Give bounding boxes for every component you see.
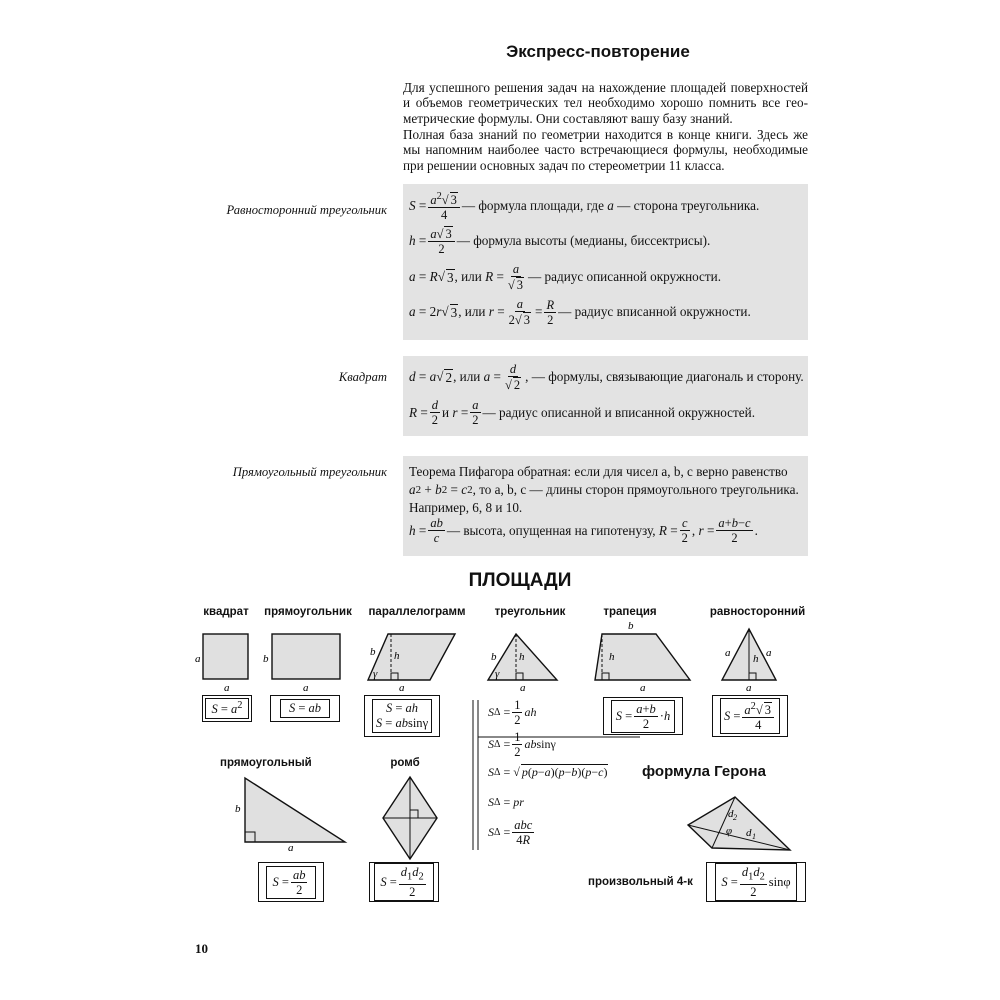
right-h-text: — высота, опущенная на гипотенузу, <box>446 522 656 538</box>
heron-label: формула Герона <box>642 763 766 780</box>
page-title: Экспресс-повторение <box>506 42 690 61</box>
eq-area-text2: — сторона треугольника. <box>617 198 760 214</box>
eq-ir-or: , или <box>458 304 486 319</box>
rhombus-area-box: S = $d_1d_2$ 2 <box>369 862 439 902</box>
shape-title-square: квадрат <box>203 606 249 618</box>
svg-text:a: a <box>288 842 294 854</box>
eq-r-or: , или <box>454 269 482 284</box>
svg-text:a: a <box>520 682 526 694</box>
section-label-right: Прямоугольный треугольник <box>232 465 387 479</box>
sq-or: , или <box>453 369 481 384</box>
square-area-box: $S = a^2$ <box>202 695 252 722</box>
svg-text:a: a <box>766 647 772 659</box>
equilateral-area-row: S = $a^2√$ 3 4 — формула площади, где a — сторона треугольника. <box>409 191 760 223</box>
equilateral-circumradius-row: a = R √ 3 , или R = a √ 3 — радиус описанной окружности. <box>409 262 722 292</box>
square-shape <box>195 634 248 694</box>
right-triangle-shape <box>235 778 345 854</box>
shape-title-rhombus: ромб <box>390 757 420 769</box>
parallelogram-shape <box>368 634 455 694</box>
pyth-text: , то a, b, c — длины сторон прямоугольного треугольника. <box>472 482 799 497</box>
sq-r-text: — радиус описанной и вписанной окружностей. <box>482 404 755 420</box>
square-radius-row: R = d 2 и r = a 2 — радиус описанной и вписанной окружностей. <box>409 398 755 427</box>
rectangle-shape <box>263 634 340 694</box>
triangle-formula-5: S Δ = abc 4R <box>488 818 533 847</box>
pythagoras-line-1: Теорема Пифагора обратная: если для чисел a, b, c верно равенство <box>409 464 788 479</box>
svg-text:a: a <box>746 682 752 694</box>
triangle-formula-2: S Δ = 1 2 ab sin γ <box>488 730 556 759</box>
right-height-row: h = ab c — высота, опущенная на гипотенузу, R = c 2 , r = a+b−c 2 . <box>409 516 758 545</box>
equilateral-shape <box>722 629 776 694</box>
svg-text:h: h <box>609 651 615 663</box>
areas-heading: ПЛОЩАДИ <box>468 570 572 591</box>
right-triangle-area-box: S = ab 2 <box>258 862 324 902</box>
rectangle-area-box: S = ab <box>270 695 340 722</box>
section-label-square: Квадрат <box>338 370 387 384</box>
svg-text:h: h <box>394 650 400 662</box>
svg-text:γ: γ <box>373 668 378 680</box>
svg-text:2: 2 <box>733 813 737 822</box>
svg-text:a: a <box>725 647 731 659</box>
eq-area-text: — формула площади, где <box>461 198 604 214</box>
shape-title-trapezoid: трапеция <box>603 606 657 618</box>
svg-text:d: d <box>728 808 734 820</box>
sq-and: и <box>442 404 450 420</box>
section-label-equilateral: Равносторонний треугольник <box>226 203 387 217</box>
equilateral-area-box: S = $a^2√$ 3 4 <box>712 695 788 737</box>
svg-text:h: h <box>519 651 525 663</box>
svg-text:b: b <box>370 646 376 658</box>
svg-text:φ: φ <box>726 825 733 837</box>
page-number: 10 <box>195 941 208 956</box>
triangle-formula-1: S Δ = 1 2 ah <box>488 698 537 727</box>
svg-text:a: a <box>195 653 201 665</box>
triangle-shape <box>488 634 557 694</box>
svg-text:b: b <box>628 620 634 632</box>
svg-text:b: b <box>491 651 497 663</box>
svg-text:a: a <box>303 682 309 694</box>
intro-paragraph-1: Для успешного решения задач на нахождение площадей поверхностей и объемов геометрических тел необходимо хорошо помнить все гео-метрические формулы. Они составляют вашу базу знаний. <box>403 80 808 126</box>
triangle-formula-heron: S Δ = √ p(p−a)(p−b)(p−c) <box>488 764 608 779</box>
parallelogram-area-box: S = ah S = absinγ <box>364 695 440 737</box>
quadrilateral-shape <box>688 797 790 850</box>
quadrilateral-area-box: S = $d_1d_2$ 2 sin φ <box>706 862 806 902</box>
quadrilateral-label: произвольный 4-к <box>588 876 693 888</box>
svg-text:h: h <box>753 653 759 665</box>
eq-r-text: — радиус описанной окружности. <box>528 269 722 284</box>
pythagoras-line-2: a 2 + b 2 = c 2 , то a, b, c — длины сторон прямоугольного треугольника. <box>409 482 799 497</box>
triangle-formula-4: S Δ = pr <box>488 795 524 809</box>
equilateral-inradius-row: a = 2 r √ 3 , или r = a 2√ 3 = R 2 — радиус вписанной окружности. <box>409 297 751 327</box>
svg-text:a: a <box>399 682 405 694</box>
shape-title-right: прямоугольный <box>220 757 312 769</box>
eq-ir-text: — радиус вписанной окружности. <box>558 304 751 319</box>
intro-paragraph-2: Полная база знаний по геометрии находится в конце книги. Здесь же мы напомним наиболее часто встречающиеся формулы, необходимые при решении основных задач по стереометрии 11 класса. <box>403 127 808 173</box>
svg-text:1: 1 <box>752 832 756 841</box>
shape-title-triangle: треугольник <box>494 606 566 618</box>
rhombus-shape <box>383 777 437 859</box>
shape-title-equilateral: равносторонний <box>709 606 806 618</box>
equilateral-height-row: h = a√ 3 2 — формула высоты (медианы, биссектрисы). <box>409 227 711 256</box>
svg-text:b: b <box>235 803 241 815</box>
svg-text:d: d <box>746 827 752 839</box>
pythagoras-example: Например, 6, 8 и 10. <box>409 500 523 515</box>
trapezoid-area-box: S = a+b 2 · h <box>603 697 683 735</box>
svg-text:b: b <box>263 653 269 665</box>
svg-text:a: a <box>640 682 646 694</box>
svg-text:γ: γ <box>495 668 500 680</box>
shape-title-parallelogram: параллелограмм <box>368 606 466 618</box>
eq-height-text: — формула высоты (медианы, биссектрисы). <box>456 233 711 248</box>
shape-title-rectangle: прямоугольник <box>264 606 352 618</box>
trapezoid-shape <box>595 620 690 694</box>
square-diagonal-row: d = a √ 2 , или a = d √ 2 , — формулы, связывающие диагональ и сторону. <box>409 362 804 392</box>
svg-text:a: a <box>224 682 230 694</box>
sq-diag-text: , — формулы, связывающие диагональ и сторону. <box>525 369 804 384</box>
